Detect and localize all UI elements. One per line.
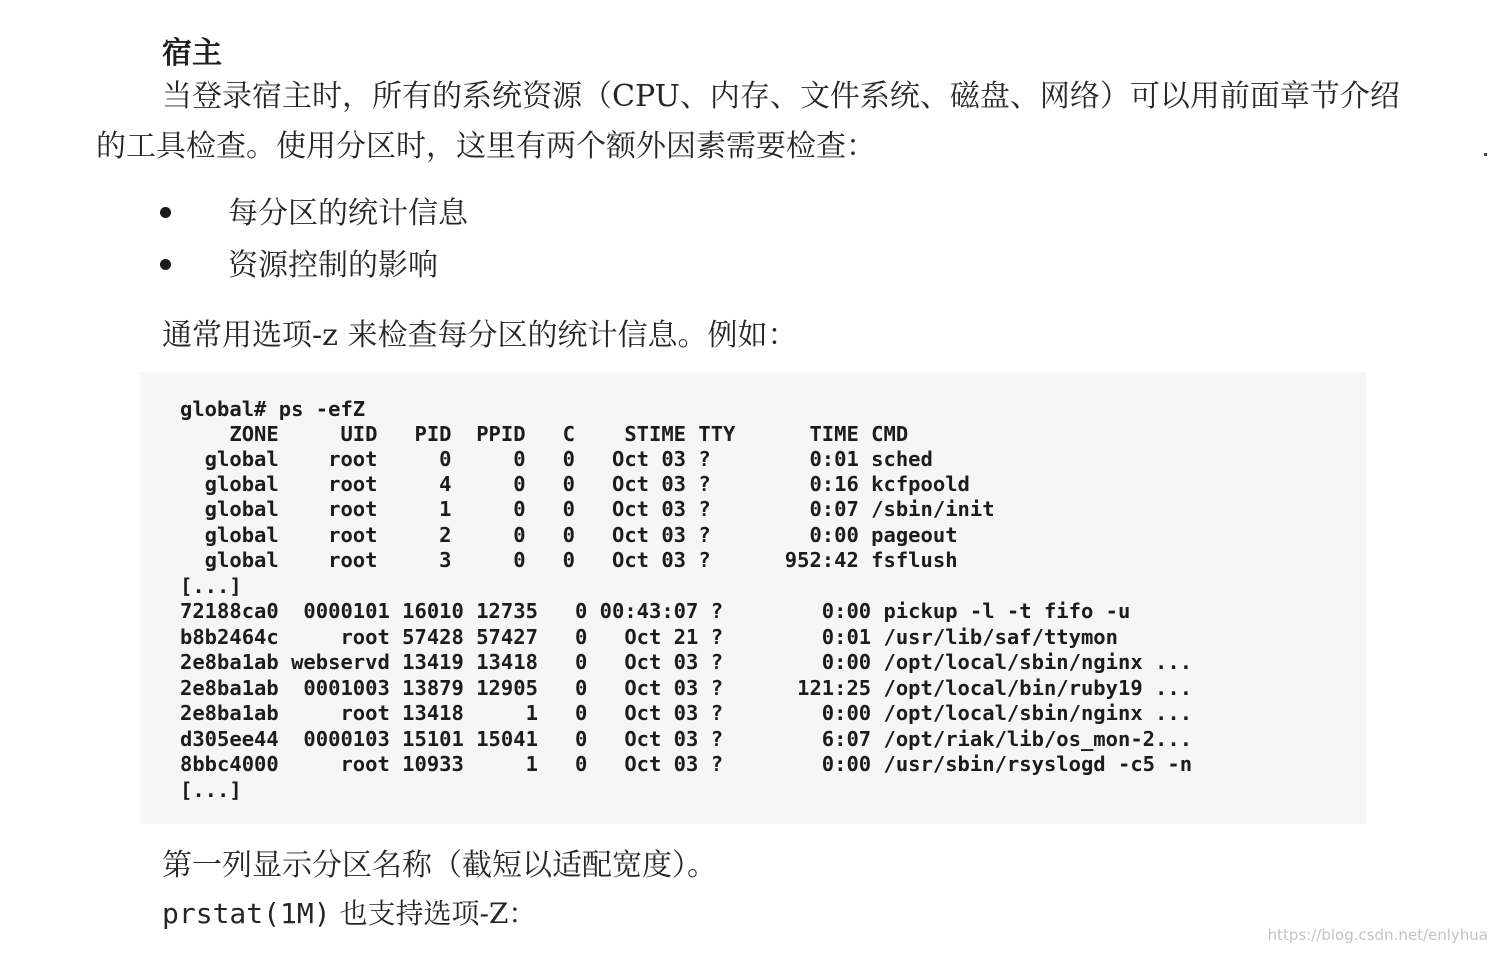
code-line: global root 0 0 0 Oct 03 ? 0:01 sched	[180, 447, 933, 471]
code-line: 2e8ba1ab webservd 13419 13418 0 Oct 03 ? 0:00 /opt/local/sbin/nginx ...	[180, 650, 1193, 674]
prstat-note	[162, 892, 536, 932]
code-line: 72188ca0 0000101 16010 12735 0 00:43:07 ? 0:00 pickup -l -t fifo -u	[180, 599, 1131, 623]
code-line: global# ps -efZ	[180, 397, 366, 421]
bullet-dot-icon	[160, 207, 171, 218]
bullet-dot-icon	[160, 259, 171, 270]
code-line: global root 1 0 0 Oct 03 ? 0:07 /sbin/init	[180, 497, 995, 521]
code-line: [...]	[180, 778, 242, 802]
code-line: [...]	[180, 574, 242, 598]
prstat-command: prstat(1M)	[162, 897, 331, 930]
bullet-text: 资源控制的影响	[228, 248, 438, 283]
code-line: global root 3 0 0 Oct 03 ? 952:42 fsflush	[180, 548, 958, 572]
code-line: 2e8ba1ab 0001003 13879 12905 0 Oct 03 ? 121:25 /opt/local/bin/ruby19 ...	[180, 676, 1193, 700]
code-line: b8b2464c root 57428 57427 0 Oct 21 ? 0:01 /usr/lib/saf/ttymon	[180, 625, 1118, 649]
code-line: global root 2 0 0 Oct 03 ? 0:00 pageout	[180, 523, 958, 547]
bullet-text: 每分区的统计信息	[228, 196, 468, 231]
example-intro: 通常用选项-z 来检查每分区的统计信息。例如：	[162, 318, 798, 353]
code-line: 8bbc4000 root 10933 1 0 Oct 03 ? 0:00 /usr/sbin/rsyslogd -c5 -n	[180, 752, 1193, 776]
intro-paragraph: 当登录宿主时，所有的系统资源（CPU、内存、文件系统、磁盘、网络）可以用前面章节介绍的工具检查。使用分区时，这里有两个额外因素需要检查：	[96, 79, 1400, 164]
code-line: 2e8ba1ab root 13418 1 0 Oct 03 ? 0:00 /opt/local/sbin/nginx ...	[180, 701, 1193, 725]
column-note: 第一列显示分区名称（截短以适配宽度）。	[162, 848, 717, 883]
watermark: https://blog.csdn.net/enlyhua	[1267, 926, 1488, 944]
code-line: ZONE UID PID PPID C STIME TTY TIME CMD	[180, 422, 909, 446]
prstat-note-text: 也支持选项-Z：	[330, 897, 537, 930]
code-line: global root 4 0 0 Oct 03 ? 0:16 kcfpoold	[180, 472, 970, 496]
margin-dot	[1484, 153, 1487, 156]
section-heading: 宿主	[162, 36, 222, 71]
code-line: d305ee44 0000103 15101 15041 0 Oct 03 ? 6:07 /opt/riak/lib/os_mon-2...	[180, 727, 1193, 751]
